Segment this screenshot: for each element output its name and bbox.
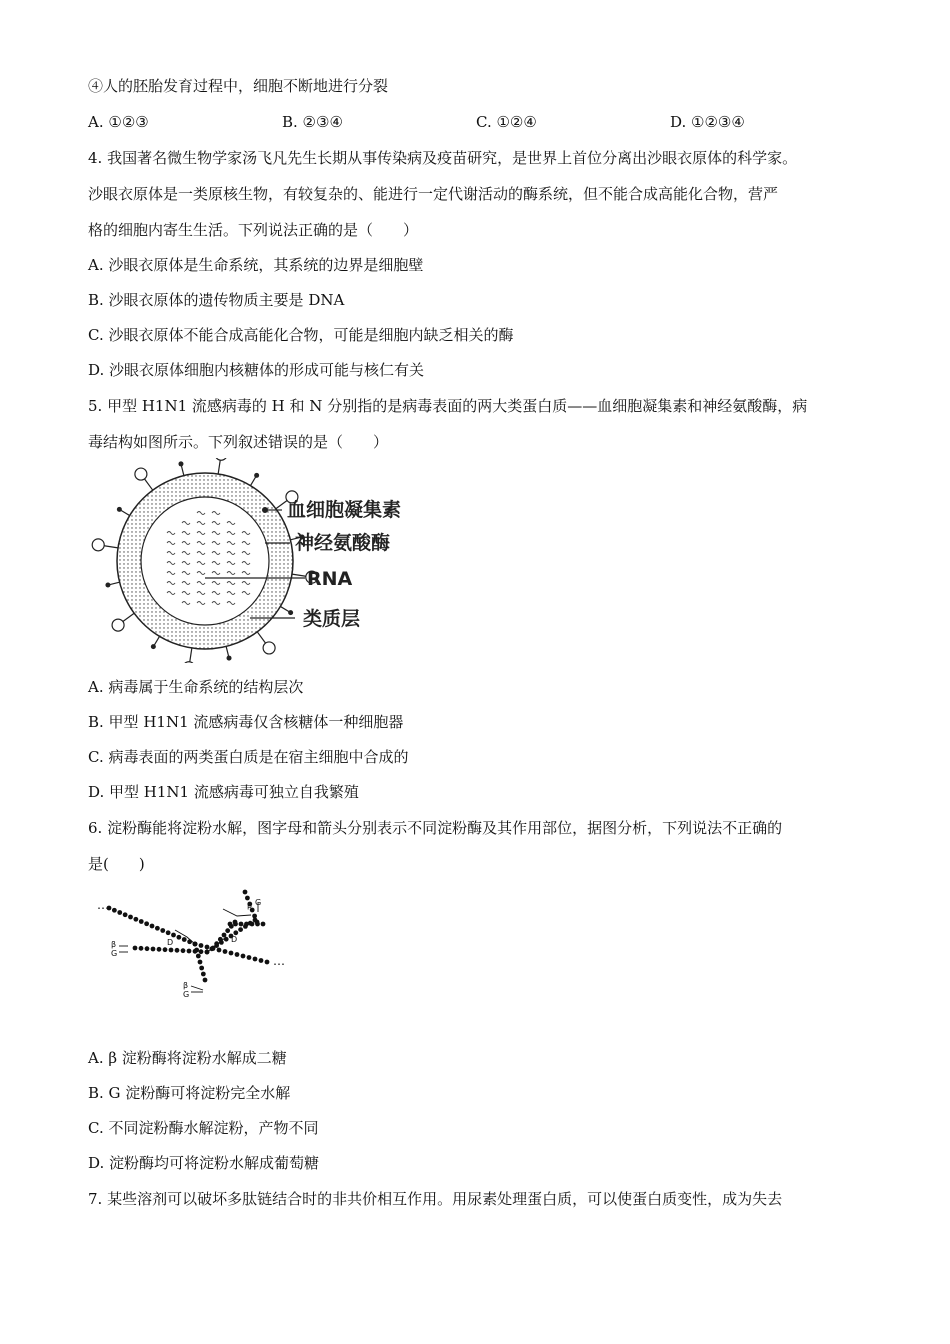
hemagglutinin-spike [218, 460, 220, 474]
neuraminidase-head [151, 644, 156, 649]
glucose-unit [128, 915, 133, 920]
hemagglutinin-spike [104, 546, 118, 548]
q6-option-d: D. 淀粉酶均可将淀粉水解成葡萄糖 [88, 1154, 320, 1172]
glucose-unit [229, 951, 234, 956]
q5-stem-line-1: 5. 甲型 H1N1 流感病毒的 H 和 N 分别指的是病毒表面的两大类蛋白质——血细胞凝集素和神经氨酸酶，病 [88, 397, 808, 415]
glucose-unit [222, 933, 227, 938]
q4-stem-line-1: 4. 我国著名微生物学家汤飞凡先生长期从事传染病及疫苗研究，是世界上首位分离出沙眼衣原体的科学家。 [88, 149, 798, 167]
glucose-unit [233, 922, 238, 927]
hemagglutinin-spike [292, 574, 306, 576]
glucose-unit [187, 949, 192, 954]
glucose-unit [139, 946, 144, 951]
glucose-unit [250, 922, 255, 927]
glucose-chain [107, 890, 270, 983]
neuraminidase-head [178, 461, 183, 466]
hemagglutinin-spike [123, 613, 134, 621]
q7-stem-line-1: 7. 某些溶剂可以破坏多肽链结合时的非共价相互作用。用尿素处理蛋白质，可以使蛋白质变性，成为失去 [88, 1190, 783, 1208]
hemagglutinin-head [135, 468, 147, 480]
glucose-unit [133, 946, 138, 951]
glucose-unit [150, 924, 155, 929]
neuraminidase-head [227, 656, 232, 661]
neuraminidase-head [288, 610, 293, 615]
virus-core [141, 497, 269, 625]
glucose-unit [187, 939, 192, 944]
glucose-unit [259, 958, 264, 963]
glucose-unit [199, 943, 204, 948]
glucose-unit [218, 937, 223, 942]
hemagglutinin-head [112, 619, 124, 631]
label-beta-2: β [183, 981, 189, 990]
glucose-unit [155, 926, 160, 931]
hemagglutinin-spike [257, 632, 265, 643]
glucose-unit [171, 933, 176, 938]
q4-option-b: B. 沙眼衣原体的遗传物质主要是 DNA [88, 291, 345, 309]
glucose-unit [244, 922, 249, 927]
label-d-2: D [231, 935, 238, 944]
glucose-unit [252, 914, 257, 919]
glucose-unit [247, 955, 252, 960]
label-g-2: G [183, 990, 190, 999]
glucose-unit [225, 928, 230, 933]
hemagglutinin-head [263, 642, 275, 654]
glucose-unit [223, 949, 228, 954]
q3-item-4: ④人的胚胎发育过程中，细胞不断地进行分裂 [88, 77, 389, 95]
glucose-unit [112, 908, 117, 913]
label-neuraminidase: 神经氨酸酶 [295, 532, 391, 554]
q5-option-b: B. 甲型 H1N1 流感病毒仅含核糖体一种细胞器 [88, 713, 404, 731]
glucose-unit [255, 922, 260, 927]
q4-option-c: C. 沙眼衣原体不能合成高能化合物，可能是细胞内缺乏相关的酶 [88, 326, 514, 344]
q5-stem-line-2: 毒结构如图所示。下列叙述错误的是（ ） [88, 433, 389, 451]
glucose-unit [163, 947, 168, 952]
label-beta-3: β [247, 901, 253, 910]
q5-option-d: D. 甲型 H1N1 流感病毒可独立自我繁殖 [88, 783, 359, 801]
glucose-unit [217, 948, 222, 953]
glucose-unit [117, 910, 122, 915]
glucose-unit [261, 922, 266, 927]
glucose-unit [205, 945, 210, 950]
glucose-unit [175, 948, 180, 953]
glucose-unit [235, 952, 240, 957]
hemagglutinin-spike [190, 648, 192, 662]
glucose-unit [145, 946, 150, 951]
glucose-unit [139, 919, 144, 924]
hemagglutinin-head [92, 539, 104, 551]
q6-option-a: A. β 淀粉酶将淀粉水解成二糖 [88, 1049, 287, 1067]
chain-ellipsis-right: … [273, 954, 285, 968]
glucose-unit [193, 949, 198, 954]
glucose-unit [203, 978, 208, 983]
hemagglutinin-spike [144, 479, 152, 490]
q3-option-b: B. ②③④ [282, 113, 343, 131]
glucose-unit [228, 922, 233, 927]
virus-structure-figure [90, 458, 430, 663]
label-g-3: G [255, 898, 262, 907]
q4-option-a: A. 沙眼衣原体是生命系统，其系统的边界是细胞壁 [88, 256, 424, 274]
q5-option-a: A. 病毒属于生命系统的结构层次 [88, 678, 304, 696]
chain-ellipsis-left: … [97, 898, 109, 912]
hemagglutinin-head [183, 662, 195, 663]
label-hemagglutinin: 血细胞凝集素 [287, 499, 402, 521]
glucose-unit [199, 966, 204, 971]
q3-option-c: C. ①②④ [476, 113, 537, 131]
glucose-unit [199, 949, 204, 954]
glucose-unit [166, 930, 171, 935]
glucose-unit [245, 896, 250, 901]
q4-stem-line-2: 沙眼衣原体是一类原核生物，有较复杂的、能进行一定代谢活动的酶系统，但不能合成高能化合物，营严 [88, 185, 779, 203]
label-g-1: G [111, 949, 118, 958]
glucose-unit [265, 960, 270, 965]
neuraminidase-head [254, 473, 259, 478]
neuraminidase-head [105, 583, 110, 588]
glucose-unit [181, 948, 186, 953]
glucose-unit [123, 912, 128, 917]
glucose-unit [176, 935, 181, 940]
glucose-unit [157, 947, 162, 952]
glucose-unit [144, 921, 149, 926]
q6-option-c: C. 不同淀粉酶水解淀粉，产物不同 [88, 1119, 319, 1137]
label-rna: RNA [307, 568, 353, 590]
glucose-unit [253, 957, 258, 962]
glucose-unit [241, 954, 246, 959]
neuraminidase-head [117, 507, 122, 512]
glucose-unit [196, 954, 201, 959]
q3-option-d: D. ①②③④ [670, 113, 745, 131]
glucose-unit [224, 937, 229, 942]
glucose-unit [243, 890, 248, 895]
q4-stem-line-3: 格的细胞内寄生生活。下列说法正确的是（ ） [88, 221, 419, 239]
glucose-unit [133, 917, 138, 922]
label-d-1: D [167, 938, 174, 947]
glucose-unit [151, 947, 156, 952]
q3-option-a: A. ①②③ [88, 113, 149, 131]
glucose-unit [169, 948, 174, 953]
label-matrix-layer: 类质层 [303, 608, 361, 630]
hemagglutinin-spike [276, 500, 287, 508]
glucose-unit [238, 927, 243, 932]
glucose-unit [160, 928, 165, 933]
q6-stem-line-1: 6. 淀粉酶能将淀粉水解，图字母和箭头分别表示不同淀粉酶及其作用部位，据图分析，下列说法不正确的 [88, 819, 783, 837]
glucose-unit [182, 937, 187, 942]
hemagglutinin-head [215, 458, 227, 460]
q6-option-b: B. G 淀粉酶可将淀粉完全水解 [88, 1084, 291, 1102]
label-beta-1: β [111, 940, 117, 949]
glucose-unit [239, 922, 244, 927]
glucose-unit [201, 972, 206, 977]
glucose-unit [198, 960, 203, 965]
q5-option-c: C. 病毒表面的两类蛋白质是在宿主细胞中合成的 [88, 748, 409, 766]
q6-stem-line-2: 是( ) [88, 855, 145, 873]
q4-option-d: D. 沙眼衣原体细胞内核糖体的形成可能与核仁有关 [88, 361, 425, 379]
starch-amylase-figure [95, 882, 295, 1004]
